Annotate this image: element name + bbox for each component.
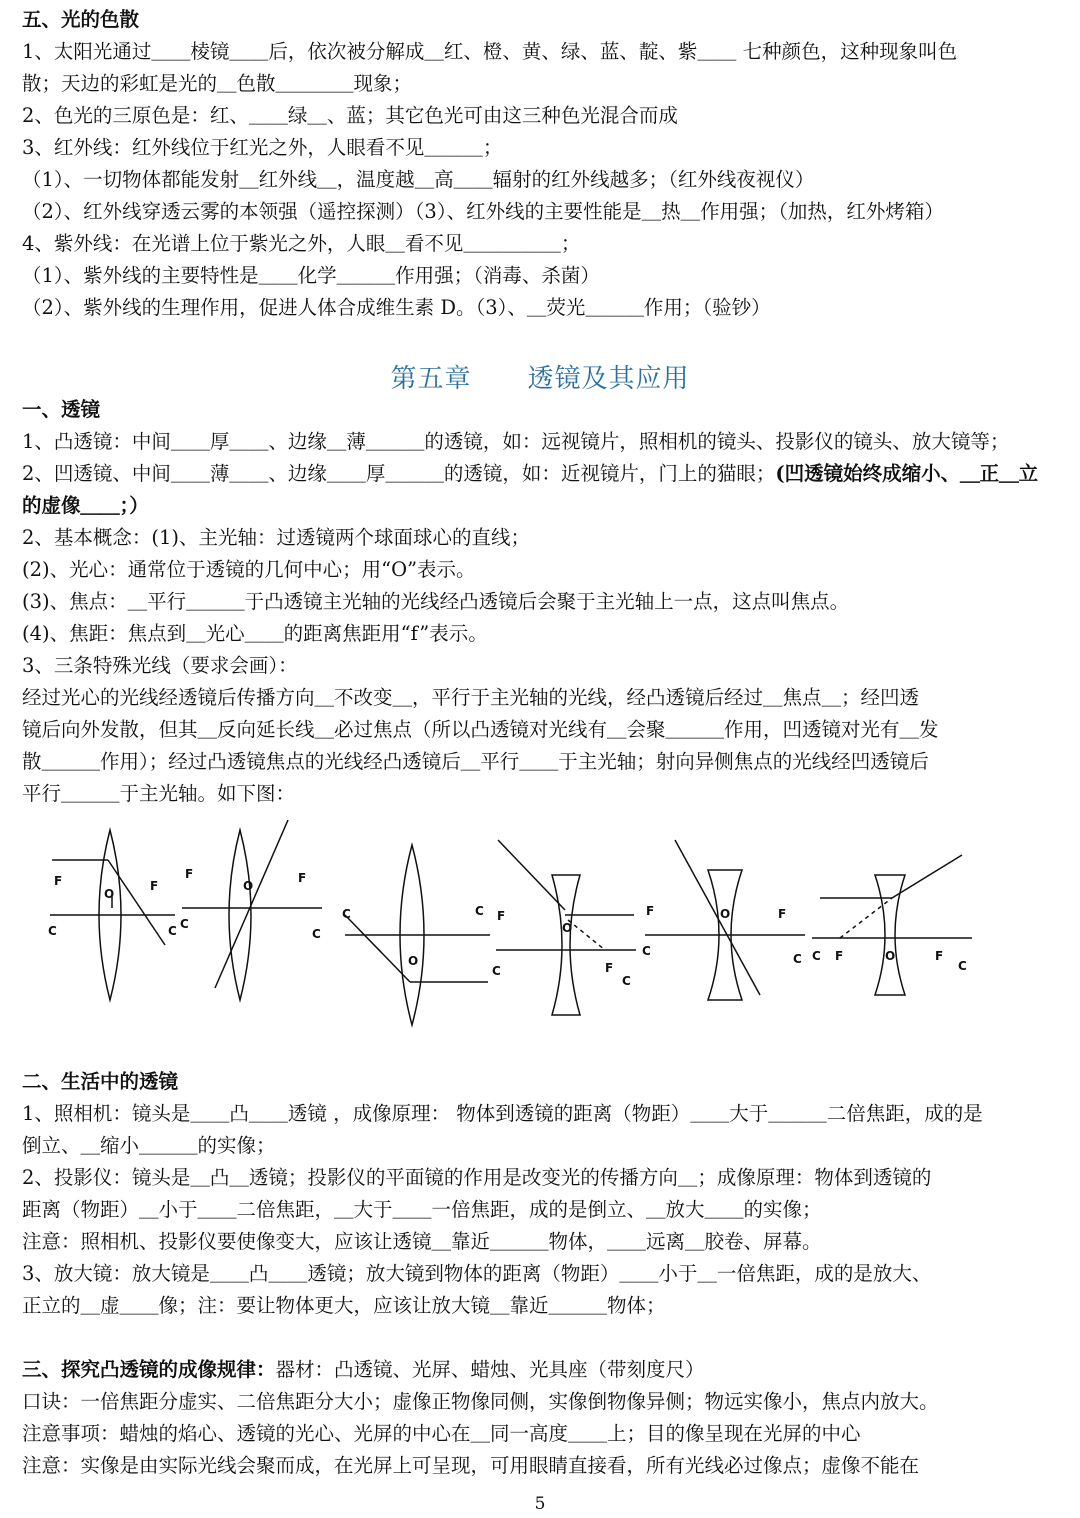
focus-label: F	[935, 949, 944, 963]
center-label: C	[168, 924, 177, 938]
text-line: 4、紫外线：在光谱上位于紫光之外，人眼＿看不见＿＿＿＿＿；	[22, 232, 581, 255]
text-line: 口诀：一倍焦距分虚实、二倍焦距分大小；虚像正物像同侧，实像倒物像异侧；物远实像小，焦点内放大。	[22, 1390, 939, 1413]
text-line: 2、基本概念：(1)、主光轴：过透镜两个球面球心的直线；	[22, 526, 531, 549]
center-label: C	[622, 974, 631, 988]
text-line: （1）、一切物体都能发射＿红外线＿，温度越＿高＿＿辐射的红外线越多；（红外线夜视仪）	[22, 168, 815, 191]
optical-center-label: O	[720, 907, 731, 921]
center-label: C	[793, 952, 802, 966]
focus-label: F	[54, 874, 63, 888]
text-line: (4)、焦距：焦点到＿光心＿＿的距离焦距用“f”表示。	[22, 622, 488, 645]
text-line: 1、凸透镜：中间＿＿厚＿＿、边缘＿薄＿＿＿的透镜，如：远视镜片，照相机的镜头、投影仪的镜头、放大镜等；	[22, 430, 1010, 453]
text-line: 散＿＿＿作用）；经过凸透镜焦点的光线经凸透镜后＿平行＿＿于主光轴；射向异侧焦点的光线经凹透镜后	[22, 750, 929, 773]
section-heading-dispersion: 五、光的色散	[22, 8, 140, 31]
text-line: （2）、紫外线的生理作用，促进人体合成维生素 D。（3）、＿荧光＿＿＿作用；（验钞）	[22, 296, 771, 319]
chapter-number: 第五章	[390, 364, 472, 394]
center-label: C	[812, 949, 821, 963]
text-line: 1、照相机：镜头是＿＿凸＿＿透镜 ，成像原理： 物体到透镜的距离（物距）＿＿大于＿＿＿二倍焦距，成的是	[22, 1102, 983, 1125]
text-line: 2、投影仪：镜头是＿凸＿透镜；投影仪的平面镜的作用是改变光的传播方向＿；成像原理：物体到透镜的	[22, 1166, 932, 1189]
text-line	[22, 1356, 1058, 1384]
center-label: C	[475, 904, 484, 918]
section-heading-imaging-rules: 三、探究凸透镜的成像规律：	[22, 1358, 276, 1381]
focus-label: F	[150, 879, 159, 893]
text-line: 3、三条特殊光线（要求会画）：	[22, 654, 298, 677]
center-label: C	[48, 924, 57, 938]
focus-label: F	[835, 949, 844, 963]
text-line: (3)、焦点：＿平行＿＿＿于凸透镜主光轴的光线经凸透镜后会聚于主光轴上一点，这点叫焦点。	[22, 590, 850, 613]
text-line: 正立的＿虚＿＿像；注：要让物体更大，应该让放大镜＿靠近＿＿＿物体；	[22, 1294, 666, 1317]
text-line: 倒立、＿缩小＿＿＿的实像；	[22, 1134, 276, 1157]
text-line	[22, 460, 1058, 488]
center-label: C	[180, 917, 189, 931]
text-line: 3、红外线：红外线位于红光之外，人眼看不见＿＿＿；	[22, 136, 503, 159]
text-span: 器材：凸透镜、光屏、蜡烛、光具座（带刻度尺）	[275, 1358, 705, 1381]
page-number: 5	[534, 1494, 546, 1514]
section-heading-daily-lenses: 二、生活中的透镜	[22, 1070, 179, 1093]
text-line: 平行＿＿＿于主光轴。如下图：	[22, 782, 296, 805]
focus-label: F	[298, 871, 307, 885]
text-line: （2）、红外线穿透云雾的本领强（遥控探测）（3）、红外线的主要性能是＿热＿作用强；（加热，红外烤箱）	[22, 200, 944, 223]
optical-center-label: O	[104, 887, 115, 901]
focus-label: F	[646, 904, 655, 918]
text-line: 镜后向外发散，但其＿反向延长线＿必过焦点（所以凸透镜对光线有＿会聚＿＿＿作用，凹透镜对光有＿发	[22, 718, 939, 741]
bold-note: (凹透镜始终成缩小、＿正＿立	[775, 462, 1039, 485]
text-line: 2、色光的三原色是：红、＿＿绿＿、蓝；其它色光可由这三种色光混合而成	[22, 104, 678, 127]
text-line: 注意：照相机、投影仪要使像变大，应该让透镜＿靠近＿＿＿物体，＿＿远离＿胶卷、屏幕。	[22, 1230, 822, 1253]
chapter-name: 透镜及其应用	[527, 364, 690, 394]
text-span: 2、凹透镜、中间＿＿薄＿＿、边缘＿＿厚＿＿＿的透镜，如：近视镜片，门上的猫眼；	[22, 462, 776, 485]
chapter-title	[0, 358, 1080, 395]
concave-lens-focus-ray-diagram	[812, 855, 972, 995]
convex-lens-center-ray-diagram	[182, 820, 322, 1000]
text-line: 注意事项：蜡烛的焰心、透镜的光心、光屏的中心在＿同一高度＿＿上；目的像呈现在光屏的中心	[22, 1422, 861, 1445]
focus-label: F	[497, 909, 506, 923]
focus-label: F	[778, 907, 787, 921]
convex-lens-focus-ray-diagram	[345, 845, 490, 1025]
optical-center-label: O	[408, 954, 419, 968]
center-label: C	[958, 959, 967, 973]
text-line: 的虚像＿＿；）	[22, 494, 149, 517]
center-label: C	[312, 927, 321, 941]
text-line: 经过光心的光线经透镜后传播方向＿不改变＿，平行于主光轴的光线，经凸透镜后经过＿焦点＿；经凹透	[22, 686, 920, 709]
text-line: 注意：实像是由实际光线会聚而成，在光屏上可呈现，可用眼睛直接看，所有光线必过像点；虚像不能在	[22, 1454, 920, 1477]
center-label: C	[642, 944, 651, 958]
optical-center-label: O	[243, 879, 254, 893]
text-line: （1）、紫外线的主要特性是＿＿化学＿＿＿作用强；（消毒、杀菌）	[22, 264, 600, 287]
text-line: 3、放大镜：放大镜是＿＿凸＿＿透镜；放大镜到物体的距离（物距）＿＿小于＿一倍焦距，成的是放大、	[22, 1262, 932, 1285]
optical-center-label: O	[885, 949, 896, 963]
focus-label: F	[185, 867, 194, 881]
section-heading-lens: 一、透镜	[22, 398, 101, 421]
center-label: C	[342, 907, 351, 921]
text-line: 散；天边的彩虹是光的＿色散＿＿＿＿现象；	[22, 72, 413, 95]
text-line: 距离（物距）＿小于＿＿二倍焦距，＿大于＿＿一倍焦距，成的是倒立、＿放大＿＿的实像；	[22, 1198, 822, 1221]
focus-label: F	[605, 961, 614, 975]
optical-center-label: O	[562, 921, 573, 935]
text-line: (2)、光心：通常位于透镜的几何中心；用“O”表示。	[22, 558, 476, 581]
center-label: C	[492, 964, 501, 978]
text-line: 1、太阳光通过＿＿棱镜＿＿后，依次被分解成＿红、橙、黄、绿、蓝、靛、紫＿＿ 七种颜色，这种现象叫色	[22, 40, 958, 63]
convex-lens-parallel-ray-diagram	[50, 830, 175, 1000]
lens-ray-diagrams	[0, 820, 1080, 1035]
